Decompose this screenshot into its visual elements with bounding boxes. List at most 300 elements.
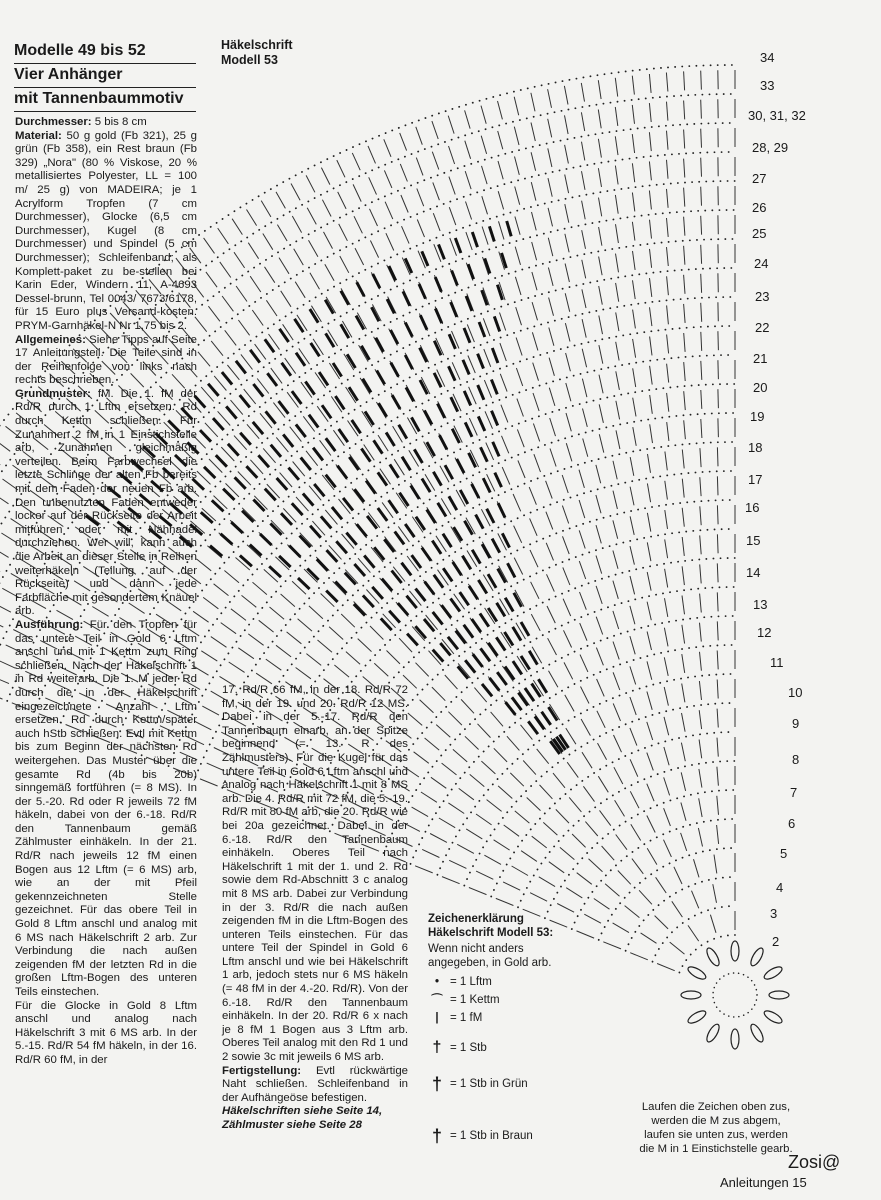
- round-line: [491, 732, 735, 897]
- stitch-mark: [531, 182, 536, 201]
- chart-title: [221, 38, 293, 68]
- row-number: 26: [752, 200, 767, 215]
- tree-stitch-mark: [497, 672, 507, 685]
- stitch-mark: [597, 711, 605, 728]
- stitch-mark: [334, 665, 349, 677]
- stitch-mark: [256, 673, 272, 684]
- row-number: 25: [752, 226, 767, 241]
- stitch-mark: [354, 216, 362, 233]
- stitch-mark: [515, 247, 520, 265]
- stitch-mark: [579, 470, 584, 488]
- stitch-mark: [0, 619, 3, 628]
- stitch-mark: [248, 243, 258, 259]
- double-crochet-green-icon: †: [431, 1074, 442, 1094]
- tree-stitch-mark: [542, 712, 551, 725]
- stitch-mark: [449, 146, 455, 164]
- stitch-mark: [717, 825, 719, 844]
- tree-stitch-mark: [438, 404, 445, 418]
- stitch-mark: [503, 882, 520, 890]
- tree-stitch-mark: [301, 458, 311, 471]
- stitch-mark: [718, 389, 719, 408]
- stitch-mark: [198, 352, 210, 367]
- stitch-mark: [504, 825, 519, 836]
- stitch-mark: [700, 564, 702, 583]
- tree-stitch-mark: [434, 575, 443, 588]
- stitch-mark: [259, 620, 274, 632]
- instructions-left-column: [15, 116, 197, 1068]
- stitch-mark: [566, 353, 571, 371]
- tree-stitch-mark: [364, 556, 374, 568]
- stitch-mark: [224, 571, 239, 583]
- tree-stitch-mark: [502, 253, 507, 268]
- stitch-mark: [596, 495, 601, 513]
- stitch-mark: [546, 512, 553, 530]
- stitch-mark: [647, 483, 650, 502]
- stitch-mark: [650, 395, 653, 414]
- stitch-mark: [580, 655, 588, 672]
- tree-stitch-mark: [381, 618, 392, 630]
- stitch-mark: [318, 640, 333, 652]
- stitch-mark: [329, 545, 342, 559]
- stitch-mark: [710, 915, 716, 933]
- stitch-mark: [564, 662, 573, 679]
- tree-stitch-mark: [478, 580, 486, 594]
- text-allgemeines: Siehe Tipps auf Seite 17 Anleitungsteil. Die Teile sind in der Reihenfolge von links nach rechts beschrieben.: [15, 333, 197, 387]
- tree-stitch-mark: [310, 526, 321, 538]
- stitch-mark: [416, 158, 423, 176]
- stitch-mark: [548, 178, 552, 197]
- stitch-mark: [501, 405, 508, 423]
- stitch-mark: [684, 101, 685, 120]
- stitch-mark: [549, 298, 554, 316]
- stitch-mark: [701, 332, 702, 351]
- stitch-mark: [700, 448, 701, 467]
- note-line: die M in 1 Einstichstelle gearb.: [639, 1143, 793, 1155]
- tree-stitch-mark: [482, 684, 492, 696]
- stitch-mark: [530, 893, 547, 902]
- stitch-mark: [699, 798, 702, 817]
- stitch-mark: [682, 479, 684, 498]
- tree-stitch-mark: [357, 524, 367, 536]
- stitch-mark: [448, 116, 454, 134]
- tree-stitch-mark: [456, 631, 466, 644]
- stitch-mark: [688, 925, 699, 941]
- stitch-mark: [346, 652, 360, 665]
- stitch-mark: [567, 762, 578, 777]
- tree-stitch-mark: [283, 434, 293, 447]
- row-number: 18: [748, 440, 763, 455]
- tree-stitch-mark: [476, 515, 484, 529]
- stitch-mark: [549, 388, 555, 406]
- stitch-mark: [527, 798, 541, 811]
- tree-stitch-mark: [460, 490, 468, 504]
- stitch-mark: [276, 645, 291, 657]
- round-line: [545, 790, 735, 918]
- stitch-mark: [565, 204, 569, 223]
- stitch-mark: [292, 216, 301, 233]
- legend-label: = 1 Stb in Grün: [450, 1078, 528, 1090]
- tree-stitch-mark: [319, 372, 328, 385]
- stitch-mark: [700, 652, 702, 671]
- stitch-mark: [549, 328, 554, 346]
- tree-stitch-mark: [412, 417, 420, 431]
- tree-stitch-mark: [439, 435, 447, 449]
- stitch-mark: [453, 749, 467, 762]
- chart-title-line2: Modell 53: [221, 53, 278, 67]
- stitch-mark: [699, 681, 701, 700]
- tree-stitch-mark: [528, 721, 538, 734]
- stitch-mark: [717, 680, 718, 699]
- tree-stitch-mark: [235, 477, 246, 489]
- stitch-mark: [385, 202, 393, 219]
- tree-stitch-mark: [497, 285, 502, 300]
- stitch-mark: [616, 254, 619, 273]
- stitch-mark: [565, 695, 574, 712]
- stitch-mark: [596, 586, 602, 604]
- stitch-mark: [420, 700, 434, 713]
- stitch-mark: [684, 362, 686, 381]
- stitch-mark: [417, 220, 424, 238]
- stitch-mark: [482, 227, 488, 245]
- stitch-mark: [682, 450, 684, 469]
- stitch-mark: [547, 606, 555, 623]
- tree-stitch-mark: [250, 350, 260, 363]
- stitch-mark: [613, 703, 620, 721]
- tree-stitch-mark: [442, 605, 452, 618]
- stitch-mark: [0, 603, 11, 612]
- stitch-mark: [203, 597, 218, 608]
- row-number: 23: [755, 289, 770, 304]
- tree-stitch-mark: [373, 274, 380, 288]
- stitch-mark: [516, 368, 522, 386]
- stitch-mark: [277, 225, 287, 241]
- tree-stitch-mark: [374, 440, 383, 453]
- stitch-mark: [523, 761, 536, 775]
- tree-stitch-mark: [246, 466, 257, 478]
- stitch-mark: [502, 436, 509, 454]
- tree-stitch-mark: [463, 360, 469, 375]
- tree-stitch-mark: [412, 555, 421, 568]
- stitch-mark: [667, 364, 669, 383]
- stitch-mark: [613, 642, 619, 660]
- tree-stitch-mark: [327, 550, 338, 562]
- tree-stitch-mark: [452, 429, 459, 443]
- stitch-mark: [664, 657, 668, 676]
- stitch-mark: [565, 175, 569, 194]
- stitch-mark: [432, 687, 445, 701]
- stitch-mark: [613, 923, 629, 933]
- stitch-mark: [494, 748, 507, 762]
- stitch-mark: [583, 409, 588, 427]
- stitch-mark: [630, 636, 635, 654]
- stitch-mark: [616, 283, 619, 302]
- tree-stitch-mark: [449, 366, 456, 381]
- stitch-mark: [265, 267, 275, 283]
- tree-stitch-mark: [502, 533, 509, 547]
- legend-item: [428, 974, 492, 990]
- stitch-mark: [430, 834, 447, 843]
- instructions-middle-column: [222, 684, 408, 1133]
- tree-stitch-mark: [389, 500, 398, 513]
- stitch-mark: [647, 632, 651, 651]
- title-models: Modelle 49 bis 52: [14, 40, 196, 64]
- stitch-mark: [718, 360, 719, 379]
- row-number: 27: [752, 171, 767, 186]
- stitch-mark: [465, 736, 479, 749]
- stitch-mark: [613, 491, 617, 509]
- stitch-mark: [672, 901, 683, 917]
- stitch-mark: [549, 671, 558, 688]
- tree-stitch-mark: [424, 619, 434, 631]
- stitch-mark: [667, 160, 669, 179]
- stitch-mark: [201, 651, 217, 661]
- tree-stitch-mark: [472, 232, 477, 247]
- stitch-mark: [717, 738, 718, 757]
- stitch-mark: [647, 661, 652, 679]
- center-petal: [731, 941, 739, 961]
- stitch-mark: [647, 513, 650, 532]
- stitch-mark: [340, 256, 349, 273]
- stitch-mark: [665, 569, 668, 588]
- stitch-mark: [633, 310, 636, 329]
- tree-stitch-mark: [434, 373, 441, 387]
- stitch-mark: [684, 420, 686, 439]
- stitch-mark: [543, 822, 557, 835]
- center-petal: [705, 1022, 722, 1043]
- stitch-mark: [432, 121, 438, 139]
- stitch-mark: [600, 810, 611, 825]
- row-number: 33: [760, 78, 775, 93]
- stitch-mark: [0, 660, 16, 668]
- stitch-mark: [236, 286, 247, 302]
- tree-stitch-mark: [392, 571, 402, 584]
- stitch-mark: [539, 877, 555, 887]
- stitch-mark: [486, 443, 494, 460]
- stitch-mark: [630, 728, 637, 746]
- stitch-mark: [498, 191, 503, 209]
- label-durchmesser: Durchmesser:: [15, 116, 92, 128]
- single-crochet-icon: |: [435, 1012, 439, 1024]
- center-petal: [731, 1029, 739, 1049]
- stitch-mark: [220, 262, 231, 278]
- stitch-mark: [565, 264, 569, 283]
- stitch-mark: [667, 305, 669, 324]
- row-number: 10: [788, 685, 803, 700]
- stitch-mark: [548, 268, 553, 286]
- tree-stitch-mark: [435, 309, 441, 324]
- stitch-mark: [632, 193, 634, 212]
- stitch-mark: [598, 776, 608, 792]
- stitch-mark: [422, 849, 439, 857]
- stitch-mark: [414, 752, 429, 764]
- row-number: 9: [792, 716, 800, 731]
- stitch-mark: [603, 942, 621, 949]
- stitch-mark: [597, 679, 605, 696]
- tree-stitch-mark: [462, 556, 470, 570]
- stitch-mark: [667, 189, 669, 208]
- tree-stitch-mark: [451, 302, 457, 317]
- stitch-mark: [0, 548, 9, 558]
- stitch-mark: [517, 399, 524, 417]
- stitch-mark: [532, 302, 537, 320]
- tree-stitch-mark: [422, 548, 431, 561]
- stitch-mark: [647, 542, 651, 561]
- stitch-mark: [615, 166, 618, 185]
- stitch-mark: [701, 216, 702, 235]
- tree-stitch-mark: [468, 264, 474, 279]
- stitch-mark: [614, 767, 623, 784]
- center-petal: [749, 946, 766, 967]
- stitch-mark: [596, 465, 601, 483]
- stitch-mark: [307, 208, 316, 225]
- stitch-mark: [465, 171, 471, 189]
- tree-stitch-mark: [377, 371, 385, 385]
- stitch-mark: [682, 684, 685, 703]
- stitch-mark: [412, 807, 429, 817]
- tree-stitch-mark: [354, 604, 365, 616]
- stitch-mark: [670, 942, 685, 954]
- stitch-mark: [222, 296, 233, 311]
- reference-haekelschriften: Häkelschriften siehe Seite 14,: [222, 1105, 383, 1118]
- stitch-mark: [533, 393, 539, 411]
- stitch-mark: [599, 316, 603, 335]
- tree-stitch-mark: [435, 277, 441, 292]
- stitch-mark: [0, 493, 9, 504]
- stitch-mark: [616, 342, 619, 361]
- stitch-mark: [281, 594, 295, 607]
- tree-stitch-mark: [357, 282, 365, 296]
- stitch-mark: [445, 675, 458, 689]
- stitch-mark: [566, 888, 582, 898]
- stitch-mark: [613, 461, 617, 480]
- stitch-mark: [386, 233, 394, 250]
- tree-stitch-mark: [460, 592, 469, 605]
- row-number: 21: [753, 351, 768, 366]
- tree-stitch-mark: [311, 343, 320, 356]
- tree-stitch-mark: [379, 403, 387, 417]
- stitch-mark: [649, 132, 651, 151]
- tree-stitch-mark: [336, 541, 347, 553]
- stitch-mark: [579, 530, 585, 548]
- article-title: [14, 40, 196, 112]
- stitch-mark: [550, 418, 556, 436]
- stitch-mark: [449, 860, 466, 868]
- stitch-mark: [630, 487, 634, 506]
- stitch-mark: [599, 227, 602, 246]
- stitch-mark: [416, 663, 429, 677]
- stitch-mark: [717, 767, 719, 786]
- tree-stitch-mark: [378, 508, 387, 521]
- stitch-mark: [717, 796, 719, 815]
- stitch-mark: [684, 217, 685, 236]
- stitch-mark: [416, 127, 423, 145]
- stitch-mark: [649, 74, 651, 93]
- stitch-mark: [698, 828, 702, 847]
- stitch-mark: [421, 792, 437, 802]
- stitch-mark: [564, 86, 568, 105]
- stitch-mark: [510, 773, 524, 786]
- row-number: 3: [770, 906, 778, 921]
- stitch-mark: [700, 535, 702, 554]
- tree-stitch-mark: [448, 637, 458, 650]
- stitch-mark: [565, 234, 569, 253]
- stitch-mark: [229, 662, 245, 672]
- center-ring: [713, 973, 757, 1017]
- stitch-mark: [250, 276, 261, 292]
- tree-stitch-mark: [482, 544, 490, 558]
- tree-stitch-mark: [363, 595, 374, 607]
- center-petal: [769, 991, 789, 999]
- tree-stitch-mark: [473, 654, 483, 667]
- stitch-mark: [276, 192, 285, 209]
- stitch-mark: [572, 834, 586, 847]
- stitch-mark: [650, 278, 652, 297]
- tree-stitch-mark: [453, 562, 462, 575]
- stitch-mark: [630, 546, 634, 565]
- stitch-mark: [530, 550, 538, 567]
- stitch-mark: [633, 339, 636, 358]
- stitch-mark: [498, 131, 503, 149]
- stitch-mark: [582, 260, 586, 279]
- stitch-mark: [370, 209, 378, 226]
- stitch-mark: [699, 740, 702, 759]
- stitch-mark: [684, 130, 685, 149]
- stitch-mark: [498, 161, 503, 179]
- stitch-mark: [585, 822, 597, 836]
- row-number: 7: [790, 785, 798, 800]
- stitch-mark: [432, 152, 439, 170]
- stitch-mark: [667, 218, 669, 237]
- tree-stitch-mark: [535, 716, 544, 729]
- label-fertigstellung: Fertigstellung:: [222, 1064, 302, 1077]
- tree-stitch-mark: [422, 251, 428, 266]
- stitch-mark: [341, 614, 355, 627]
- row-number: 28, 29: [752, 140, 789, 155]
- stitch-mark: [232, 219, 242, 235]
- stitch-mark: [596, 525, 601, 543]
- stitch-mark: [202, 706, 219, 715]
- stitch-mark: [701, 419, 702, 438]
- stitch-mark: [615, 78, 617, 97]
- tree-stitch-mark: [464, 391, 471, 406]
- stitch-mark: [532, 836, 547, 848]
- stitch-mark: [684, 246, 685, 265]
- center-petal: [749, 1022, 766, 1043]
- stitch-mark: [283, 508, 296, 522]
- legend-label: = 1 Lftm: [450, 976, 492, 988]
- chain-stitch-icon: •: [434, 976, 440, 988]
- stitch-mark: [632, 134, 634, 153]
- stitch-mark: [664, 808, 671, 826]
- stitch-mark: [681, 833, 687, 851]
- stitch-mark: [384, 170, 392, 188]
- label-material: Material:: [15, 129, 62, 142]
- stitch-mark: [563, 536, 570, 554]
- stitch-mark: [630, 791, 639, 808]
- stitch-mark: [582, 752, 592, 768]
- stitch-mark: [649, 161, 651, 180]
- tree-stitch-mark: [440, 643, 450, 655]
- stitch-mark: [649, 103, 651, 122]
- stitch-mark: [531, 93, 535, 112]
- tree-stitch-mark: [488, 574, 496, 588]
- stitch-mark: [507, 736, 520, 750]
- tree-stitch-mark: [490, 678, 500, 691]
- stitch-mark: [557, 904, 574, 913]
- tree-stitch-mark: [201, 512, 213, 523]
- stitch-mark: [579, 500, 585, 518]
- stitch-mark: [548, 208, 552, 227]
